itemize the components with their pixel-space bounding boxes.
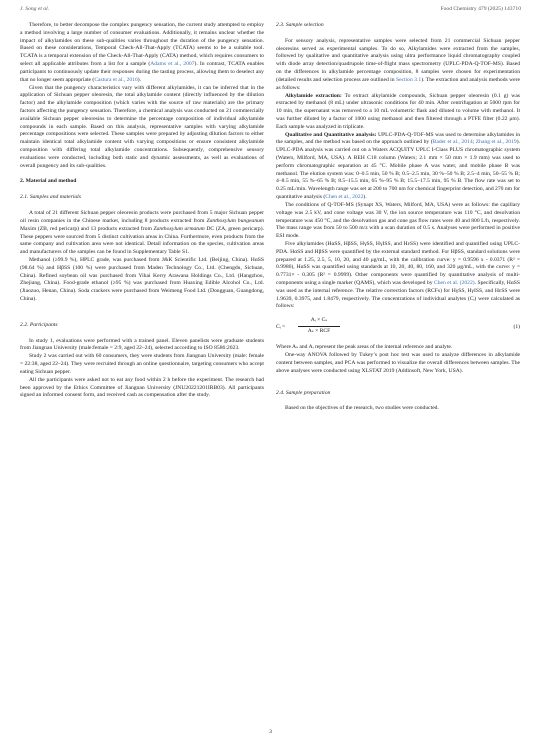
species-name: Zanthoxylum bungeanum (206, 217, 264, 224)
preparation-paragraph: Based on the objectives of the research, two studies were conducted. (285, 405, 439, 412)
equation-lhs: Cᵢ = (276, 324, 286, 331)
samples-paragraph: A total of 21 different Sichuan pepper oleoresin products were purchased from 5 major Sichuan pepper oil resin companies in the Chinese market, including 8 products extracted from Zanthoxylum bungeanum Maxim (ZB, red pericarp) and 13 products extracted from Zanthoxylum armatum DC (ZA, green pericarp). These peppers were sourced from 5 distinct cultivation areas in China. Furthermore, even products from the same company and cultivation area were not identical. Detail information on the species, cultivation areas and manufacturers of the samples can be found in Supplementary Table S1. (20, 210, 265, 256)
intro-paragraph-2: Given that the pungency characteristics vary with different alkylamides, it can be inferred that in the application of Sichuan pepper oleoresin, the total alkylamide content (directly influenced by the dilution factor) and the alkylamide composition (which varies with the source of raw materials) are the primary factors affecting the pungency sensation. Therefore, a chemical analysis was conducted on 21 commercially available Sichuan pepper oleoresins to determine the percentage composition of individual alkylamide compounds in each sample. Based on this analysis, representative samples with varying alkylamide percentage compositions were selected. These samples were prepared by adjusting dilution factors to either maintain identical total alkylamide content with varying compositions or ensure consistent alkylamide composition with differing total alkylamide concentrations. Subsequently, comprehensive sensory evaluations were conducted, including both static and dynamic assessments, as well as evaluations of overall pungency and its sub-qualities. (20, 84, 264, 169)
header-authors: J. Song et al. (20, 6, 50, 12)
materials-paragraph: Methanol (≥99.9 %), HPLC grade, was purchased from J&K Scientific Ltd. (Beijing, China). HαSS (98.64 %) and HβSS (100 %) were purchased from Maden Technology Co., Ltd. (Chengdu, Sichuan, China). Refined soybean oil was purchased from Yihai Kerry Arawana Holdings Co., Ltd. (Hangzhou, Zhejiang, China). Food-grade ethanol (≥95 %) was purchased from Huaxing Edible Alcohol Co., Ltd. (Jiaozuo, Henan, China). Soda crackers were purchased from Weimeng Food Ltd. (Dongguan, Guangdong, China). (20, 256, 264, 302)
selection-paragraph: For sensory analysis, representative samples were selected from 21 commercial Sichuan pepper oleoresins served as experimental samples. To do so, Alkylamides were extracted from the samples, followed by qualitative and quantitative analysis using ultra performance liquid chromatography coupled with diode array detection/quadrupole time-of-flight mass spectrometry (UPLC-PDA-Q-TOF-MS). Based on the differences in alkylamide percentage composition, 8 samples were chosen for experimentation (detailed results and selection process are outlined in Section 3.1). The extraction and analysis methods were as follows: (276, 37, 521, 91)
header-journal: Food Chemistry 479 (2025) 143710 (440, 6, 521, 12)
equation-numerator: Aᵢ × Cₛ (298, 317, 340, 327)
quantification-paragraph: Five alkylamides (HαSS, HβSS, HγSS, HγISS, and HεSS) were identified and quantified using UPLC-PDA. HαSS and HβSS were quantified by the external standard method. For HβSS, standard solutions were prepared at 1.25, 2.5, 5, 10, 20, and 40 μg/mL, with the calibration curve: y = 0.9596 x - 0.0371 (R² = 0.9986), HαSS was quantified using standards at 10, 20, 40, 80, 160, and 320 μg/mL, with the curve: y = 0.7731× - 0.305 (R² = 0.9999). Other components were quantified by quantitative analysis of multi-components using a single marker (QAMS), which was developed by Chen et al. (2022). Specifically, HαSS was used as the internal reference. The relative correction factors (RCFs) for HγSS, HγISS, and HεSS were 1.9639, 0.3975, and 1.8479, respectively. The concentrations of individual analytes (Cᵢ) were calculated as follows: (276, 240, 520, 310)
section-link[interactable]: Section 3.1 (395, 76, 422, 83)
paragraph-run-in-head: Alkylamide extraction: (285, 92, 342, 99)
qtof-paragraph: The conditions of Q-TOF-MS (Synapt XS, Waters, Milford, MA, USA) were as follows: the capillary voltage was 2.5 kV, and cone voltage was 30 V, the ion source temperature was 110 °C, and desolvation temperature was 450 °C, and the desolvation gas and cone gas flow rates were 40 and 800 L/h, respectively. The mass range was from 50 to 500 m/z with a scan duration of 0.5 s. Analyses were performed in positive ESI mode. (276, 201, 520, 240)
paragraph-run-in-head: Qualitative and Quantitative analysis: (285, 131, 377, 138)
citation-link[interactable]: Adams et al., 2007 (150, 61, 195, 68)
statistics-paragraph: One-way ANOVA followed by Tukey’s post hoc test was used to analyze differences in alkylamide content between samples, and PCA was performed to visualize the overall differences between samples. The above analyses were conducted using XLSTAT 2019 (Addinsoft, New York, USA). (276, 352, 520, 374)
equation-denominator: Aₛ × RCF (307, 328, 331, 335)
subsection-heading-2-2: 2.2. Participants (20, 321, 58, 328)
citation-link[interactable]: Bader et al., 2014 (432, 139, 473, 146)
intro-paragraph-1: Therefore, to better decompose the complex pungency sensation, the current study attempted to employ a method involving a large number of consumer evaluations. Additionally, it remains unclear whether the impact of alkylamides on these sub-qualities varies throughout the duration of the pungency sensation. Based on these considerations, Temporal Check-All-That-Apply (TCATA) seems to be a suitable tool. TCATA is a temporal extension of the Check-All-That-Apply (CATA) method, which requires consumers to select all applicable attributes from a list for a sample (Adams et al., 2007). In contrast, TCATA enables participants to continuously update their responses during the tasting process, allowing them to deselect any that no longer seem appropriate (Castura et al., 2016). (20, 22, 264, 83)
species-name: Zanthoxylum armatum (153, 225, 205, 232)
citation-link[interactable]: Chen et al. (2022) (433, 280, 475, 286)
equation-fraction (298, 317, 340, 336)
running-header (20, 6, 521, 16)
equation-1 (276, 317, 520, 339)
equation-where-paragraph: Where Aₛ and Aᵢ represent the peak areas of the internal reference and analyte. (276, 344, 453, 351)
participants-paragraph-1: In study 1, evaluations were performed with a trained panel. Eleven panelists were graduate students from Jiangnan University (male:female = 2:9, aged 22–24), selected according to ISO 8586:2023. (20, 337, 264, 352)
participants-paragraph-2: Study 2 was carried out with 60 consumers, they were students from Jiangnan University (male: female = 22:38, aged 22–24). They were recruited through an online questionnaire, targeting consumers who accept eating Sichuan pepper. (20, 353, 264, 375)
left-column (20, 22, 264, 400)
subsection-heading-2-4: 2.4. Sample preparation (276, 389, 331, 396)
participants-paragraph-3: All the participants were asked not to eat any food within 2 h before the experiment. The research had been approved by the Ethics Committee of Jiangnan University (JNU20221201IRB03). All participants signed an informed consent form, and received cash as compensation after the study. (20, 376, 264, 399)
right-column (276, 22, 520, 413)
subsection-heading-2-3: 2.3. Sample selection (276, 22, 324, 28)
analysis-paragraph: Qualitative and Quantitative analysis: UPLC-PDA-Q-TOF-MS was used to determine alkylamides in the samples, and the method was based on the approach outlined by (Bader et al., 2014; Zhang et al., 2019). UPLC-PDA analysis was carried out on a Waters ACQUITY UPLC I-Class PLUS chromatographic system (Waters, Milford, MA, USA). A BEH C18 column (Waters; 2.1 mm × 50 mm × 1.9 mm) was used to perform chromatographic separation at 45 °C. Mobile phase A was water, and mobile phase B was methanol. The elution system was: 0–0.5 min, 50 % B; 0.5–2.5 min, 30 %–50 % B; 2.5–4 min, 50–55 % B; 4–8.5 min, 55 %–65 % B; 8.5–15.5 min, 65 %–95 % B; 15.5–17.5 min, 95 % B. The flow rate was set to 0.25 mL/min. Wavelength range was set at 200 to 700 nm for chemical fingerprint detection, and 270 nm for quantitative analysis (Chen et al., 2022). (276, 131, 520, 201)
subsection-heading-2-1: 2.1. Samples and materials (20, 194, 81, 201)
page-number: 3 (269, 729, 272, 735)
citation-link[interactable]: Chen et al., 2022 (325, 194, 364, 201)
extraction-paragraph: Alkylamide extraction: To extract alkylamide compounds, Sichuan pepper oleoresin (0.1 g) was extracted by methanol (8 mL) under ultrasonic conditions for 40 min. After centrifugation at 5000 rpm for 10 min, the supernatant was removed to a 10 mL volumetric flask and diluted to volume with methanol. It was further diluted by a factor of 1000 using methanol and then filtered through a PTFE filter (0.22 μm). Each sample was analyzed in triplicate. (276, 92, 520, 130)
section-heading-2: 2. Material and method (20, 178, 77, 185)
citation-link[interactable]: Castura et al., 2016 (94, 76, 138, 83)
equation-number: (1) (513, 324, 520, 331)
citation-link[interactable]: Zhang et al., 2019 (475, 139, 517, 146)
